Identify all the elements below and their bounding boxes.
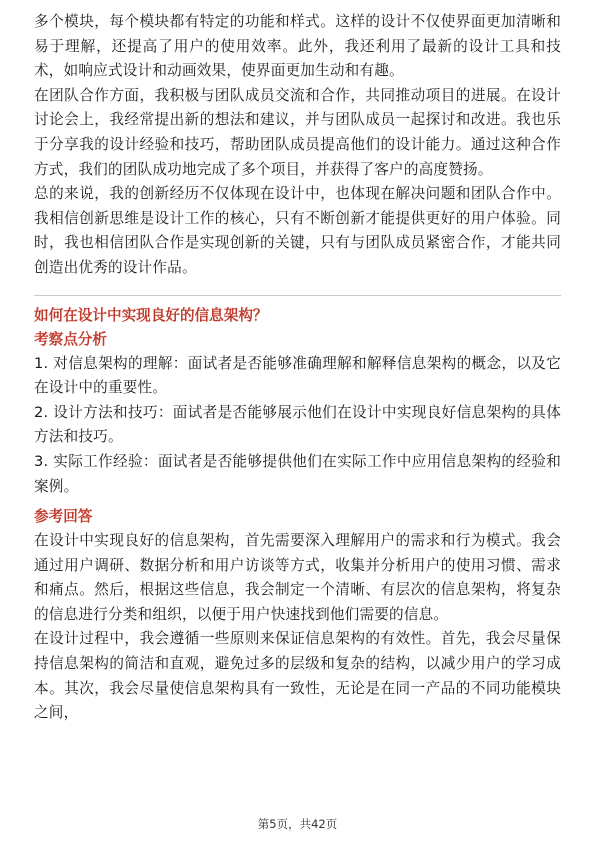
analysis-item-2: 2. 设计方法和技巧：面试者是否能够展示他们在设计中实现良好信息架构的具体方法和技巧。 [34,403,561,446]
page-content [34,10,561,726]
analysis-heading: 考察点分析 [34,330,107,348]
analysis-item-1: 1. 对信息架构的理解：面试者是否能够准确理解和解释信息架构的概念，以及它在设计中的重要性。 [34,354,561,397]
answer-paragraph-2: 在设计过程中，我会遵循一些原则来保证信息架构的有效性。首先，我会尽量保持信息架构的简洁和直观，避免过多的层级和复杂的结构，以减少用户的学习成本。其次，我会尽量使信息架构具有一致性，无论是在同一产品的不同功能模块之间， [34,630,561,722]
question-title: 如何在设计中实现良好的信息架构？ [34,306,268,324]
section-divider [34,295,561,296]
answer-paragraph-1: 在设计中实现良好的信息架构，首先需要深入理解用户的需求和行为模式。我会通过用户调研、数据分析和用户访谈等方式，收集并分析用户的使用习惯、需求和痛点。然后，根据这些信息，我会制定一个清晰、有层次的信息架构，将复杂的信息进行分类和组织，以便于用户快速找到他们需要的信息。 [34,532,561,623]
intro-paragraph-1: 多个模块，每个模块都有特定的功能和样式。这样的设计不仅使界面更加清晰和易于理解，还提高了用户的使用效率。此外，我还利用了最新的设计工具和技术，如响应式设计和动画效果，使界面更加生动和有趣。 [34,13,561,80]
intro-paragraph-2: 在团队合作方面，我积极与团队成员交流和合作，共同推动项目的进展。在设计讨论会上，我经常提出新的想法和建议，并与团队成员一起探讨和改进。我也乐于分享我的设计经验和技巧，帮助团队成员提高他们的设计能力。通过这种合作方式，我们的团队成功地完成了多个项目，并获得了客户的高度赞扬。 [34,86,561,178]
intro-paragraph-3: 总的来说，我的创新经历不仅体现在设计中，也体现在解决问题和团队合作中。我相信创新思维是设计工作的核心，只有不断创新才能提供更好的用户体验。同时，我也相信团队合作是实现创新的关键，只有与团队成员紧密合作，才能共同创造出优秀的设计作品。 [34,185,561,276]
analysis-item-3: 3. 实际工作经验：面试者是否能够提供他们在实际工作中应用信息架构的经验和案例。 [34,452,561,495]
page-footer: 第5页，共42页 [257,817,338,831]
answer-heading: 参考回答 [34,508,93,526]
